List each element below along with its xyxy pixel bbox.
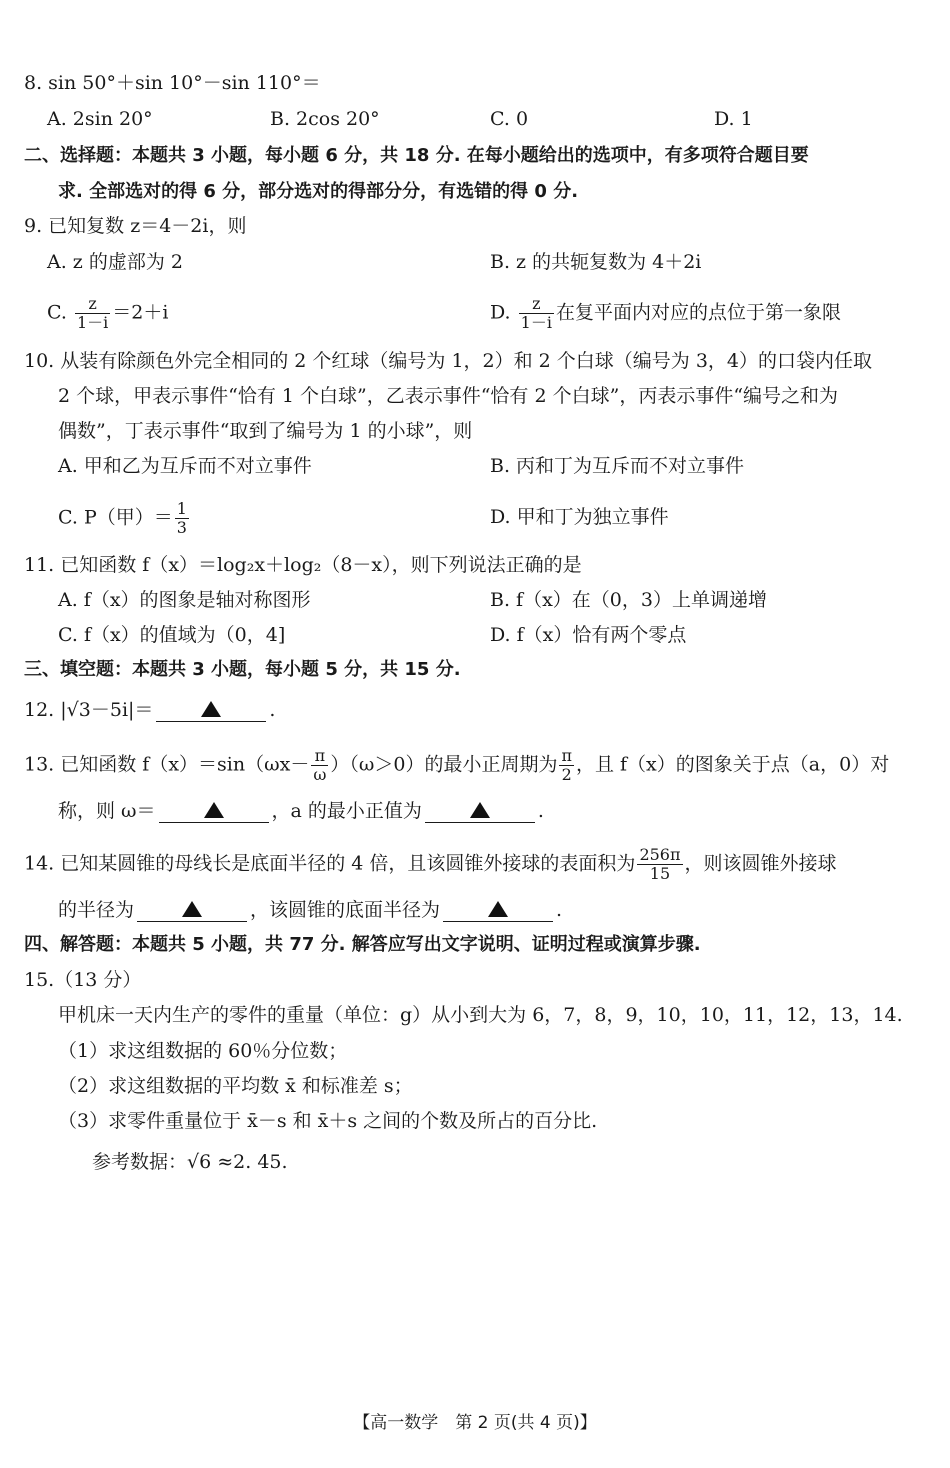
- q15-reference: 参考数据：√6 ≈2. 45.: [92, 1151, 288, 1173]
- q11-stem: 11. 已知函数 f（x）＝log₂x＋log₂（8－x），则下列说法正确的是: [24, 554, 582, 576]
- q14-text5: .: [556, 899, 563, 921]
- q14-text3: 的半径为: [58, 899, 135, 921]
- q13-text5: ，a 的最小正值为: [271, 800, 422, 822]
- q13-line2: [58, 798, 544, 824]
- q15-part2: （2）求这组数据的平均数 x̄ 和标准差 s；: [58, 1075, 413, 1097]
- section3-heading: 三、填空题：本题共 3 小题，每小题 5 分，共 15 分.: [24, 659, 461, 680]
- answer-blank[interactable]: [425, 800, 535, 823]
- q10-stem-line3: 偶数”，丁表示事件“取到了编号为 1 的小球”，则: [58, 420, 473, 442]
- q9-c-fraction: [75, 295, 110, 332]
- q9-option-c-label: C.: [47, 301, 73, 324]
- triangle-icon: [470, 802, 490, 818]
- triangle-icon: [182, 901, 202, 917]
- q14-line2: [58, 897, 562, 923]
- q14-text1: 14. 已知某圆锥的母线长是底面半径的 4 倍，且该圆锥外接球的表面积为: [24, 852, 636, 875]
- q14-text2: ，则该圆锥外接球: [684, 852, 837, 875]
- section2-heading-cont: 求. 全部选对的得 6 分，部分选对的得部分分，有选错的得 0 分.: [58, 181, 579, 202]
- q10-option-c-label: C. P（甲）＝: [58, 506, 173, 529]
- q14-area-fraction: [637, 846, 682, 883]
- frac-numerator: z: [519, 295, 554, 314]
- q8-option-a: A. 2sin 20°: [47, 108, 153, 130]
- q9-option-b: B. z 的共轭复数为 4＋2i: [490, 251, 702, 273]
- frac-denominator: 15: [649, 864, 671, 883]
- q13-text2: ）（ω＞0）的最小正周期为: [330, 753, 558, 776]
- q10-option-b: B. 丙和丁为互斥而不对立事件: [490, 455, 745, 477]
- q9-option-d-label: D.: [490, 301, 517, 324]
- q11-option-c: C. f（x）的值域为（0，4]: [58, 624, 286, 646]
- q13-phase-fraction: [311, 747, 328, 784]
- q11-option-a: A. f（x）的图象是轴对称图形: [58, 589, 311, 611]
- section4-heading: 四、解答题：本题共 5 小题，共 77 分. 解答应写出文字说明、证明过程或演算步骤.: [24, 934, 701, 955]
- triangle-icon: [201, 701, 221, 717]
- answer-blank[interactable]: [443, 899, 553, 922]
- q9-option-d: [490, 295, 841, 332]
- q9-option-c: [47, 295, 168, 332]
- q9-option-c-text: ＝2＋i: [112, 301, 169, 324]
- q10-stem-line2: 2 个球，甲表示事件“恰有 1 个白球”，乙表示事件“恰有 2 个白球”，丙表示事件“编号之和为: [58, 385, 839, 407]
- frac-numerator: π: [561, 746, 572, 765]
- q13-text6: .: [537, 800, 544, 822]
- q13-text4: 称，则 ω＝: [58, 800, 156, 822]
- frac-denominator: 1－i: [76, 313, 109, 332]
- q15-part1: （1）求这组数据的 60％分位数；: [58, 1040, 348, 1062]
- q13-text1: 13. 已知函数 f（x）＝sin（ωx－: [24, 753, 310, 776]
- q10-stem-line1: 10. 从装有除颜色外完全相同的 2 个红球（编号为 1，2）和 2 个白球（编号为 3，4）的口袋内任取: [24, 350, 873, 372]
- q8-stem: 8. sin 50°＋sin 10°－sin 110°＝: [24, 72, 321, 94]
- section2-heading: 二、选择题：本题共 3 小题，每小题 6 分，共 18 分. 在每小题给出的选项中，有多项符合题目要: [24, 145, 809, 166]
- q12: [24, 697, 275, 723]
- answer-blank[interactable]: [159, 800, 269, 823]
- q15-intro: 甲机床一天内生产的零件的重量（单位：g）从小到大为 6，7，8，9，10，10，11，12，13，14.: [58, 1004, 903, 1026]
- q14-line1: [24, 846, 837, 883]
- frac-denominator: 1－i: [520, 313, 552, 332]
- q15-part3: （3）求零件重量位于 x̄－s 和 x̄＋s 之间的个数及所占的百分比.: [58, 1110, 598, 1132]
- q9-option-a: A. z 的虚部为 2: [47, 251, 183, 273]
- q10-option-c: [58, 500, 191, 537]
- q11-option-b: B. f（x）在（0，3）上单调递增: [490, 589, 767, 611]
- q14-text4: ，该圆锥的底面半径为: [250, 899, 441, 921]
- frac-numerator: 1: [176, 499, 187, 518]
- q8-option-d: D. 1: [714, 108, 753, 130]
- frac-numerator: 256π: [639, 845, 681, 864]
- q9-stem: 9. 已知复数 z＝4－2i，则: [24, 215, 247, 237]
- q8-option-c: C. 0: [490, 108, 529, 130]
- frac-denominator: 3: [176, 518, 187, 537]
- frac-denominator: 2: [561, 765, 572, 784]
- q12-end: .: [269, 699, 276, 721]
- q11-option-d: D. f（x）恰有两个零点: [490, 624, 687, 646]
- answer-blank[interactable]: [137, 899, 247, 922]
- q10-c-fraction: [175, 500, 189, 537]
- frac-denominator: ω: [313, 765, 327, 784]
- q13-text3: ，且 f（x）的图象关于点（a，0）对: [575, 753, 890, 776]
- q10-option-a: A. 甲和乙为互斥而不对立事件: [58, 455, 312, 477]
- answer-blank[interactable]: [156, 699, 266, 722]
- page-footer: 【高一数学 第 2 页(共 4 页)】: [353, 1413, 597, 1433]
- frac-numerator: π: [311, 747, 328, 766]
- q12-text: 12. |√3－5i|＝: [24, 699, 154, 721]
- q10-option-d: D. 甲和丁为独立事件: [490, 506, 669, 528]
- triangle-icon: [204, 802, 224, 818]
- frac-numerator: z: [75, 295, 110, 314]
- triangle-icon: [488, 901, 508, 917]
- q8-option-b: B. 2cos 20°: [270, 108, 380, 130]
- q15-head: 15.（13 分）: [24, 969, 142, 991]
- q9-d-fraction: [519, 295, 554, 332]
- q9-option-d-text: 在复平面内对应的点位于第一象限: [555, 301, 841, 324]
- q13-line1: [24, 747, 889, 784]
- q13-period-fraction: [559, 747, 574, 784]
